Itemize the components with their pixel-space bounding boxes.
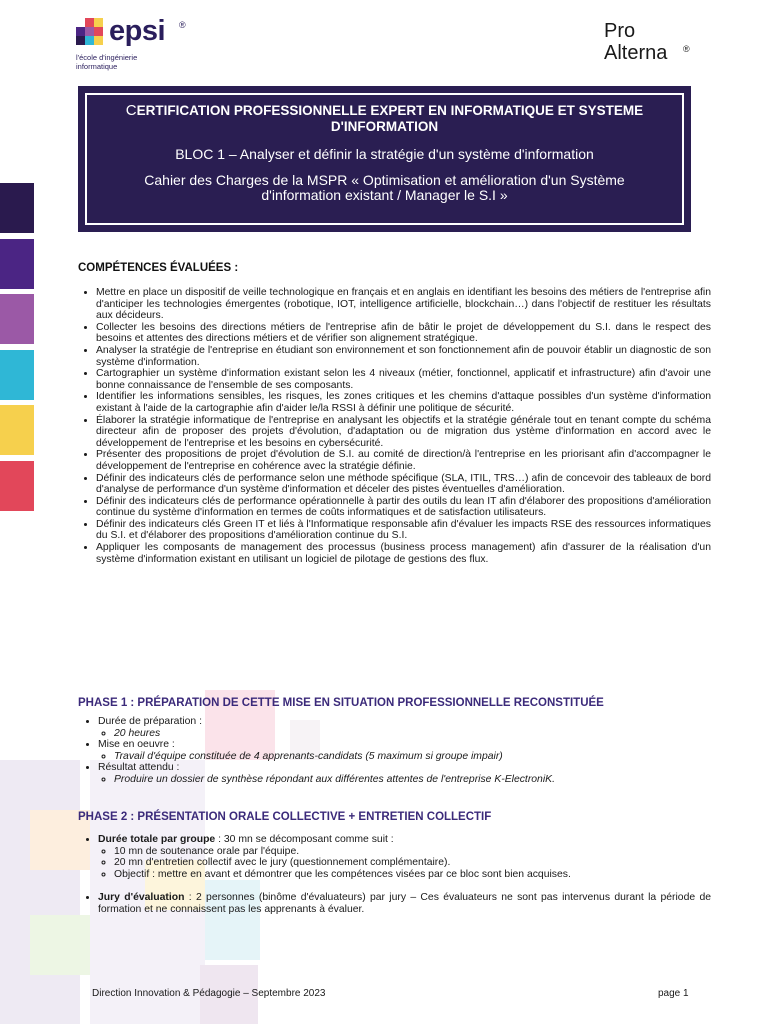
list-subitem: ◦ 10 mn de soutenance orale par l'équipe. [114, 846, 711, 858]
epsi-logo-word: epsi [109, 15, 166, 47]
certification-title [87, 103, 682, 135]
list-item: • Analyser la stratégie de l'entreprise en étudiant son environnement et son fonctionnement afin de pouvoir établir un diagnostic de son système d'information. [96, 345, 711, 368]
registered-mark: ® [179, 20, 186, 30]
list-subitem: ◦ 20 mn d'entretien collectif avec le jury (questionnement complémentaire). [114, 857, 711, 869]
list-item [98, 716, 698, 739]
title-box [78, 86, 691, 232]
list-subitem: ◦ 20 heures [114, 728, 698, 740]
side-tab [0, 183, 34, 233]
list-subitem: ◦ Produire un dossier de synthèse répondant aux différentes attentes de l'entreprise K-ElectroniK. [114, 774, 698, 786]
jury-text: : 2 personnes (binôme d'évaluateurs) par jury – Ces évaluateurs ne sont pas intervenus durant la période de formation et ne connaissent pas les apprenants à évaluer. [98, 892, 712, 915]
jury-label: Jury d'évaluation [98, 892, 185, 904]
list-item [98, 739, 698, 762]
title-box-frame [85, 93, 684, 225]
list-subitem: ◦ Objectif : mettre en avant et démontrer que les compétences visées par ce bloc sont bien acquises. [114, 869, 711, 881]
phase2-heading: PHASE 2 : PRÉSENTATION ORALE COLLECTIVE + ENTRETIEN COLLECTIF [78, 811, 492, 823]
duree-label: Durée totale par groupe [98, 834, 216, 845]
competences-list [76, 287, 711, 565]
side-tab [0, 239, 34, 289]
list-item: • Collecter les besoins des directions métiers de l'entreprise afin de bâtir le projet de développement du S.I. dans le respect des besoins et attentes des directions métiers et de vérifier son alignement stratégique. [96, 322, 711, 345]
side-tab [0, 405, 34, 455]
list-item: • Identifier les informations sensibles, les risques, les zones critiques et les chemins d'attaque possibles d'un système d'information existant à l'aide de la cartographie afin d'aider le/la RSSI à définir une politique de sécurité. [96, 391, 711, 414]
epsi-logo [76, 15, 206, 78]
list-item: • Définir des indicateurs clés de performance selon une méthode spécifique (SLA, ITIL, TRS…) afin de concevoir des tableaux de bord d'analyse de performance d'un système d'information et déceler des pistes éventuelles d'amélioration. [96, 473, 711, 496]
decor-square [0, 760, 80, 1024]
list-item: • Définir des indicateurs clés de performance opérationnelle à partir des outils du lean IT afin d'élaborer des propositions d'amélioration continue du système d'information en termes de coûts informatiques et de satisfaction utilisateurs. [96, 496, 711, 519]
phase2-list [78, 834, 711, 916]
list-item: • Cartographier un système d'information existant selon les 4 niveaux (métier, fonctionnel, applicatif et infrastructure) afin d'avoir une bonne connaissance de l'ensemble de ses composants. [96, 368, 711, 391]
list-item: • Élaborer la stratégie informatique de l'entreprise en analysant les objectifs et la stratégie générale tout en tenant compte du schéma directeur afin de proposer des projets d'évolution, d'adaptation ou de migration dus ystème d'information en accord avec le développement de l'entreprise et les besoins en cybersécurité. [96, 415, 711, 450]
list-item: • Présenter des propositions de projet d'évolution de S.I. au comité de direction/à l'entreprise en les priorisant afin d'accompagner le développement de l'entreprise en cohérence avec la stratégie définie. [96, 449, 711, 472]
proalterna-logo [604, 20, 704, 64]
list-subitem: ◦ Travail d'équipe constituée de 4 apprenants-candidats (5 maximum si groupe impair) [114, 751, 698, 763]
page-number: page 1 [658, 988, 689, 999]
side-tab [0, 350, 34, 400]
proalterna-line1: Pro [604, 20, 636, 42]
list-item [98, 834, 711, 880]
phase1-label: Résultat attendu : [98, 762, 180, 774]
list-item [98, 892, 711, 915]
proalterna-line2: Alterna [604, 42, 668, 64]
epsi-logo-mark-icon [76, 18, 103, 45]
list-item: • Mettre en place un dispositif de veille technologique en français et en anglais en identifiant les besoins des métiers de l'entreprise afin d'anticiper les technologies émergentes (robotique, IOT, intelligence artificielle, blockchain…) dans l'objectif de restituer les résultats aux décideurs. [96, 287, 711, 322]
list-item [98, 762, 698, 785]
certification-title-initial: C [125, 102, 137, 119]
certification-title-rest: ERTIFICATION PROFESSIONNELLE EXPERT EN INFORMATIQUE ET SYSTEME D'INFORMATION [136, 103, 644, 134]
decor-square [30, 915, 90, 975]
list-item: • Appliquer les composants de management des processus (business process management) afin d'assurer de la réalisation d'un système d'information existant en utilisant un logiciel de pilotage de gestions des flux. [96, 542, 711, 565]
bloc-title: BLOC 1 – Analyser et définir la stratégie d'un système d'information [175, 146, 594, 162]
side-tab [0, 294, 34, 344]
registered-mark: ® [683, 44, 690, 54]
phase1-label: Durée de préparation : [98, 716, 202, 727]
duree-text: : 30 mn se décomposant comme suit : [215, 834, 394, 845]
list-item: • Définir des indicateurs clés Green IT et liés à l'Informatique responsable afin d'évaluer les impacts RSE des ressources informatiques du S.I. et d'élaborer des propositions d'amélioration continue du S.I. [96, 519, 711, 542]
cahier-title: Cahier des Charges de la MSPR « Optimisation et amélioration d'un Système d'information existant / Manager le S.I » [144, 172, 625, 203]
epsi-logo-tagline: l'école d'ingénierie informatique [76, 53, 138, 71]
footer-text: Direction Innovation & Pédagogie – Septembre 2023 [92, 988, 326, 999]
side-tab [0, 461, 34, 511]
phase1-list [78, 716, 698, 786]
phase1-heading: PHASE 1 : PRÉPARATION DE CETTE MISE EN SITUATION PROFESSIONNELLE RECONSTITUÉE [78, 697, 604, 709]
competences-heading: COMPÉTENCES ÉVALUÉES : [78, 262, 239, 274]
phase1-label: Mise en oeuvre : [98, 739, 175, 751]
